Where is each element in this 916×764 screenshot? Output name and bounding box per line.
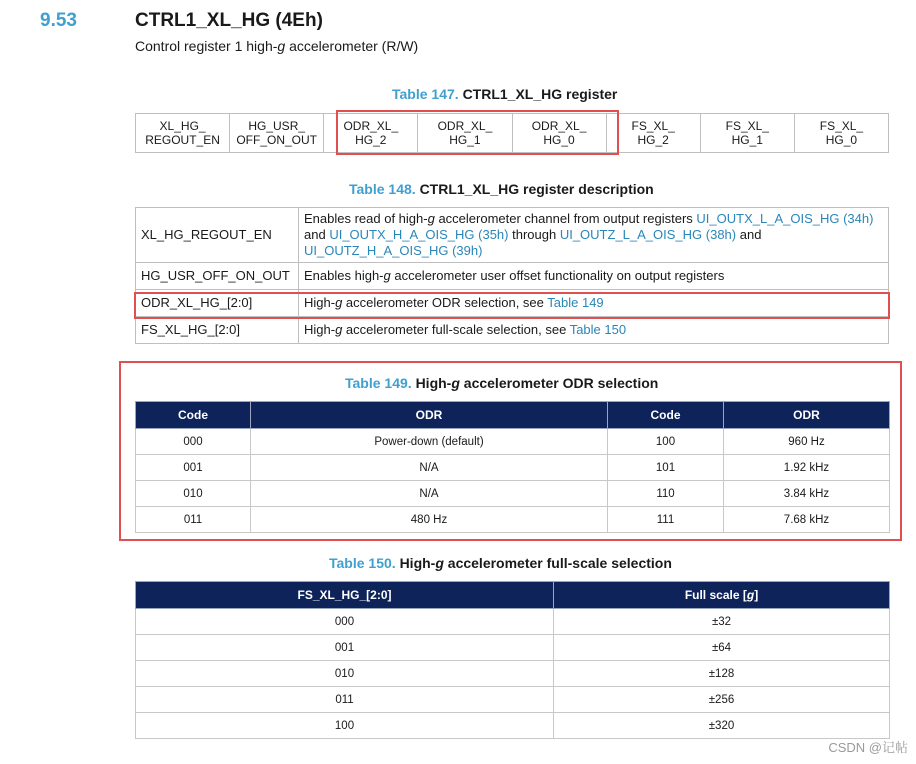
section-number: 9.53 [40,10,77,31]
field-name: HG_USR_OFF_ON_OUT [136,263,299,290]
table-cell: ±320 [554,713,890,739]
field-name: ODR_XL_HG_[2:0] [136,290,299,317]
table-cell: 010 [136,481,251,507]
reg-bit-6: HG_USR_ OFF_ON_OUT [230,114,324,153]
table-cell: 1.92 kHz [724,455,890,481]
table-cell: 100 [608,429,724,455]
table-row [136,429,890,455]
watermark: CSDN @记帖 [828,740,908,755]
table-row [136,507,890,533]
table148-caption: Table 148. CTRL1_XL_HG register description [349,181,654,197]
table-cell: N/A [251,481,608,507]
field-description: Enables read of high-g accelerometer channel from output registers UI_OUTX_L_A_OIS_HG (34h) and UI_OUTX_H_A_OIS_HG (35h) through UI_OUTZ_L_A_OIS_HG (38h) and UI_OUTZ_H_A_OIS_HG (39h) [299,208,889,263]
desc-row [136,317,889,344]
table-cell: 011 [136,687,554,713]
table-cell: 001 [136,635,554,661]
table-cell: 010 [136,661,554,687]
col-header: ODR [724,402,890,429]
register-link[interactable]: UI_OUTZ_L_A_OIS_HG (38h) [559,227,737,242]
table147-caption: Table 147. CTRL1_XL_HG register [392,86,618,102]
table-row [136,661,890,687]
reg-bit-2: FS_XL_ HG_2 [606,114,700,153]
field-description: Enables high-g accelerometer user offset functionality on output registers [299,263,889,290]
col-header: ODR [251,402,608,429]
field-name: FS_XL_HG_[2:0] [136,317,299,344]
section-title: CTRL1_XL_HG (4Eh) [135,10,323,31]
col-header: FS_XL_HG_[2:0] [136,582,554,609]
section-subtitle: Control register 1 high-g accelerometer (R/W) [135,38,419,54]
table150-caption: Table 150. High-g accelerometer full-scale selection [329,555,672,571]
table-row [136,481,890,507]
reg-bit-0: FS_XL_ HG_0 [794,114,888,153]
table149-caption: Table 149. High-g accelerometer ODR selection [345,375,659,391]
reg-bit-7: XL_HG_ REGOUT_EN [136,114,230,153]
table-cell: 110 [608,481,724,507]
table-cell: ±32 [554,609,890,635]
reg-bit-5: ODR_XL_ HG_2 [324,114,418,153]
table-cell: 111 [608,507,724,533]
table-row [136,635,890,661]
table-cell: 000 [136,429,251,455]
register-link[interactable]: UI_OUTX_H_A_OIS_HG (35h) [329,227,509,242]
register-description-table [135,207,889,344]
desc-row [136,208,889,263]
table-cell: Power-down (default) [251,429,608,455]
reg-bit-1: FS_XL_ HG_1 [700,114,794,153]
col-header: Full scale [g] [554,582,890,609]
col-header: Code [608,402,724,429]
table-cell: 000 [136,609,554,635]
table-cell: 100 [136,713,554,739]
full-scale-table [135,581,890,739]
table-row [136,609,890,635]
table-cell: 960 Hz [724,429,890,455]
register-link[interactable]: UI_OUTX_L_A_OIS_HG (34h) [696,211,874,226]
table-cell: ±256 [554,687,890,713]
table-cell: ±128 [554,661,890,687]
register-link[interactable]: UI_OUTZ_H_A_OIS_HG (39h) [304,243,483,258]
table-cell: 7.68 kHz [724,507,890,533]
field-description: High-g accelerometer full-scale selection, see Table 150 [299,317,889,344]
table-cell: 3.84 kHz [724,481,890,507]
table149-link[interactable]: Table 149 [547,295,604,310]
field-description: High-g accelerometer ODR selection, see Table 149 [299,290,889,317]
desc-row [136,263,889,290]
col-header: Code [136,402,251,429]
reg-bit-3: ODR_XL_ HG_0 [512,114,606,153]
field-name: XL_HG_REGOUT_EN [136,208,299,263]
table-row [136,687,890,713]
table-cell: 011 [136,507,251,533]
odr-row-highlight [134,292,890,319]
reg-bit-4: ODR_XL_ HG_1 [418,114,512,153]
table-cell: 480 Hz [251,507,608,533]
odr-bits-highlight [336,110,619,155]
table-row [136,713,890,739]
table-cell: ±64 [554,635,890,661]
table-cell: 101 [608,455,724,481]
odr-selection-table [135,401,890,533]
table-cell: 001 [136,455,251,481]
table150-link[interactable]: Table 150 [569,322,627,337]
table-cell: N/A [251,455,608,481]
table-row [136,455,890,481]
